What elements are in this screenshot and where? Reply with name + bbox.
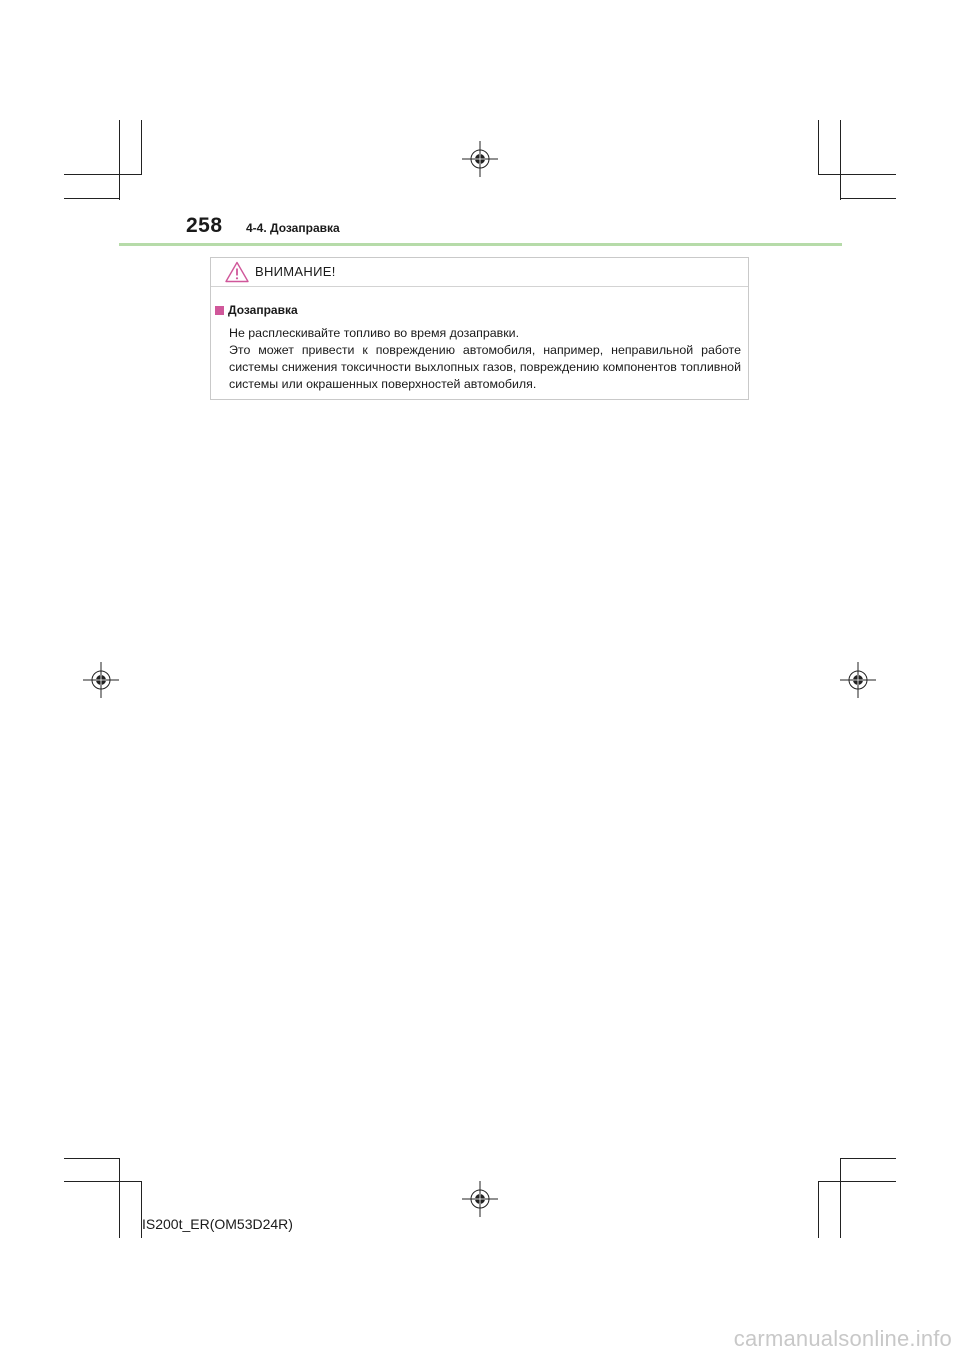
warning-section-label: Дозаправка — [228, 303, 298, 317]
warning-body — [229, 325, 741, 393]
warning-line: Это может привести к повреждению автомобиля, например, неправильной работе системы снижения токсичности выхлопных газов, повреждению компонентов топливной системы или окрашенных поверхностей автомобиля. — [229, 343, 741, 391]
warning-box — [210, 257, 749, 400]
registration-mark-top-icon — [462, 141, 498, 177]
watermark: carmanualsonline.info — [733, 1326, 952, 1351]
warning-header — [211, 258, 748, 287]
page-number: 258 — [186, 214, 223, 237]
square-bullet-icon — [215, 306, 224, 315]
warning-triangle-icon — [225, 261, 249, 283]
warning-title: ВНИМАНИЕ! — [255, 264, 336, 279]
warning-line: Не расплескивайте топливо во время дозаправки. — [229, 326, 520, 340]
header-rule — [119, 243, 842, 246]
warning-section-heading — [215, 303, 298, 317]
registration-mark-right-icon — [840, 662, 876, 698]
section-title: 4-4. Дозаправка — [246, 221, 340, 235]
document-code: IS200t_ER(OM53D24R) — [142, 1216, 293, 1232]
registration-mark-bottom-icon — [462, 1181, 498, 1217]
registration-mark-left-icon — [83, 662, 119, 698]
